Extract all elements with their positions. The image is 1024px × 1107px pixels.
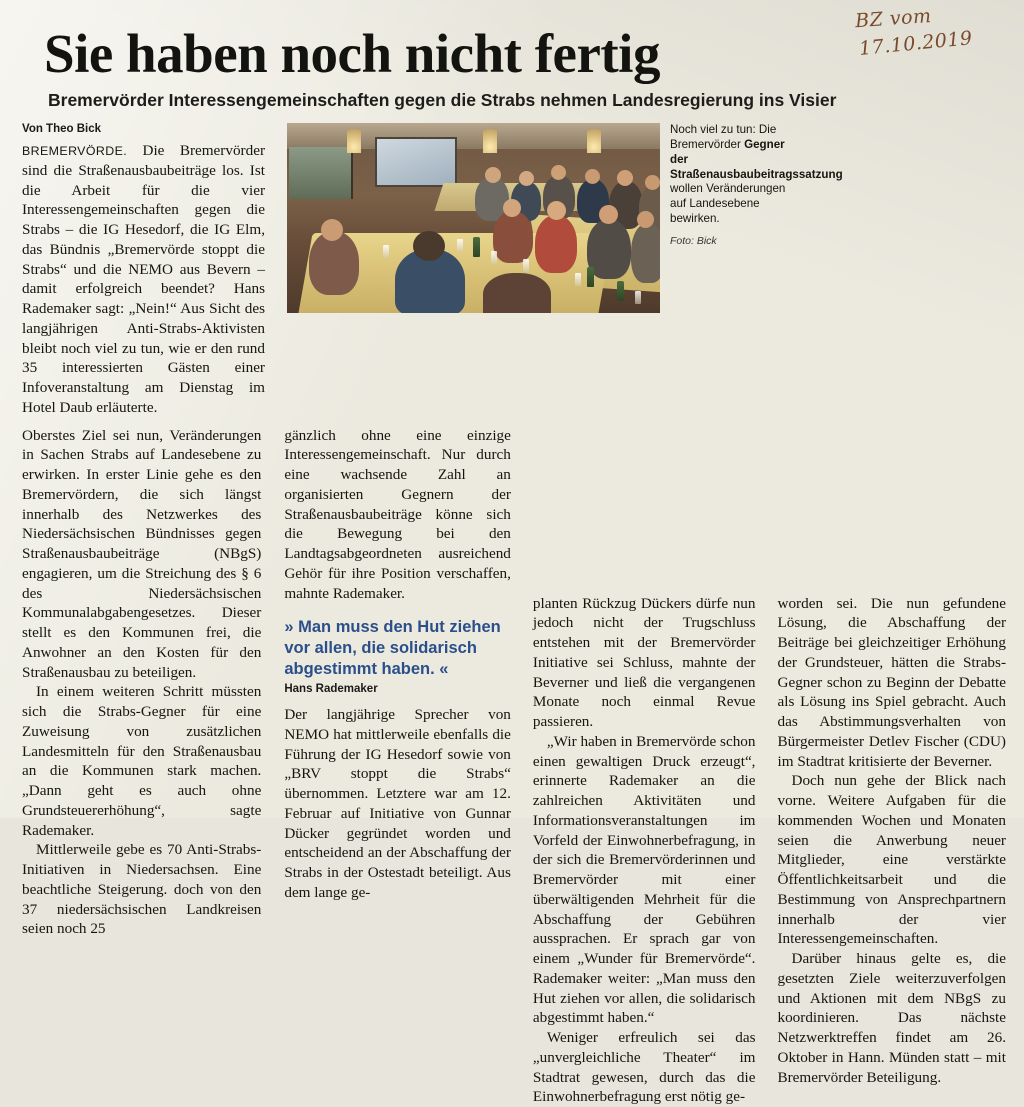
paragraph: planten Rückzug Dückers dürfe nun jedoch nicht der Trugschluss entstehen mit der Bremervörder Initiative sei Schluss, mahnte der Beverner und ließ die vergangenen Monate noch einmal Revue passieren. [532, 594, 756, 731]
paragraph: Darüber hinaus gelte es, die gesetzten Ziele weiterzuverfolgen und Aktionen mit dem NBgS zu koordinieren. Das nächste Netzwerktreffen findet am 26. Oktober in Hann. Münden statt – mit Bremervörder Beteiligung. [777, 950, 1006, 1086]
column-4 [766, 426, 1006, 1107]
photo-credit: Foto: Bick [670, 234, 717, 247]
pull-quote-attribution: Hans Rademaker [284, 683, 378, 696]
annotation-line-2: 17.10.2019 [858, 26, 974, 60]
photo-caption [660, 123, 843, 313]
paragraph: worden sei. Die nun gefundene Lösung, die Abschaffung der Beiträge bei gleichzeitiger Erhöhung der Grundsteuer, hätten die Strabs-Gegner schon zu Beginn der Debatte als Lösung ins Spiel gebracht. Auch das Abstimmungsverhalten von Bürgermeister Detlev Fischer (CDU) im Stadtrat kritisierte der Beverner. [777, 594, 1006, 770]
column-3 [522, 426, 767, 1107]
paragraph: Der langjährige Sprecher von NEMO hat mittlerweile ebenfalls die Führung der IG Hesedorf sowie von „BRV stoppt die Strabs“ übernommen. Letztere war am 12. Februar auf Initiative von Gunnar Dücker gegründet worden und entscheidend an der Abschaffung der Strabs in der Ostestadt beteiligt. Aus dem lange ge- [284, 706, 511, 901]
article-top-area [22, 123, 1006, 418]
page-title: Sie haben noch nicht fertig [44, 23, 660, 84]
lead-city: BREMERVÖRDE. [22, 144, 128, 159]
paragraph: gänzlich ohne eine einzige Interessengemeinschaft. Nur durch eine wachsende Zahl an organisierten Gegnern der Straßenausbaubeiträge könne sich die Bewegung bei den Landtagsabgeordneten ausreichend Gehör für ihre Position verschaffen, mahnte Rademaker. [284, 426, 511, 602]
paragraph: Weniger erfreulich sei das „unvergleichliche Theater“ im Stadtrat gewesen, durch das die Einwohnerbefragung erst nötig ge- [532, 1029, 756, 1106]
photo-block [277, 123, 1006, 313]
article-columns [22, 426, 1006, 1107]
paragraph: Mittlerweile gebe es 70 Anti-Strabs-Initiativen in Niedersachsen. Eine beachtliche Steigerung. doch von den 37 niedersächsischen Landkreisen seien noch 25 [22, 841, 262, 938]
article-photo [287, 123, 660, 313]
paragraph: Doch nun gehe der Blick nach vorne. Weitere Aufgaben für die kommenden Wochen und Monaten seien die Anwerbung neuer Mitglieder, eine verstärkte Öffentlichkeitsarbeit und die Bestimmung von Ansprechpartnern innerhalb der vier Interessengemeinschaften. [777, 772, 1006, 948]
annotation-line-1: BZ vom [854, 4, 933, 33]
byline: Von Theo Bick [22, 123, 102, 136]
pull-quote: » Man muss den Hut ziehen vor allen, die solidarisch abgestimmt haben. « [284, 618, 501, 678]
caption-intro: Noch viel zu tun: Die Bremervörder [670, 123, 777, 151]
caption-rest: wollen Veränderungen auf Landesebene bewirken. [670, 182, 786, 226]
subheadline: Bremervörder Interessengemeinschaften gegen die Strabs nehmen Landesregierung ins Visier [48, 90, 837, 111]
column-1 [22, 426, 273, 1107]
paragraph: In einem weiteren Schritt müssten sich die Strabs-Gegner für eine Zuweisung von zusätzlichen Landesmitteln für den Straßenausbau an die Kommunen stark machen. „Dann geht es auch ohne Grundsteuererhöhung“, sagte Rademaker. [22, 683, 262, 839]
handwritten-annotation [854, 0, 1007, 60]
column-4-spacer [777, 426, 1006, 594]
paragraph: Oberstes Ziel sei nun, Veränderungen in Sachen Strabs auf Landesebene zu erwirken. In erster Linie gehe es den Bremervördern, die sich längst innerhalb des Netzwerkes des Niedersächsischen Bündnisses gegen Straßenausbaubeiträge (NBgS) engagieren, um die Streichung des § 6 des Niedersächsischen Kommunalabgabengesetzes. Dieser stellt es den Kommunen frei, die Anwohner an den Kosten für den Straßenausbau zu beteiligen. [22, 426, 262, 681]
column-2 [273, 426, 522, 1107]
lead-paragraph [22, 141, 265, 418]
lead-text: Die Bremervörder sind die Straßenausbaubeiträge los. Ist die Arbeit für die vier Interessengemeinschaften gegen die Strabs – die IG Hesedorf, die IG Elm, das Bündnis „Bremervörde stoppt die Strabs“ und die NEMO aus Bevern – damit erfolgreich beendet? Hans Rademaker sagt: „Nein!“ Aus Sicht des langjährigen Anti-Strabs-Aktivisten bleibt noch viel zu tun, wie er den rund 35 interessierten Gästen einer Infoveranstaltung am Dienstag im Hotel Daub erläuterte. [22, 142, 265, 416]
caption-bold: Gegner der Straßenausbaubeitragssatzung [670, 137, 843, 181]
lead-column [22, 123, 277, 418]
column-3-spacer [533, 426, 756, 594]
paragraph: „Wir haben in Bremervörde schon einen gewaltigen Druck erzeugt“, erinnerte Rademaker an die zahlreichen Aktivitäten und Informationsveranstaltungen im Vorfeld der Einwohnerbefragung, in der sich die Bremervörderinnen und Bremervörder mit einer überwältigenden Mehrheit für die Abschaffung der Gebühren aussprachen. Er sprach gar von einem „Wunder für Bremervörde“. Rademaker weiter: „Man muss den Hut ziehen vor allen, die solidarisch abgestimmt haben.“ [532, 732, 756, 1027]
